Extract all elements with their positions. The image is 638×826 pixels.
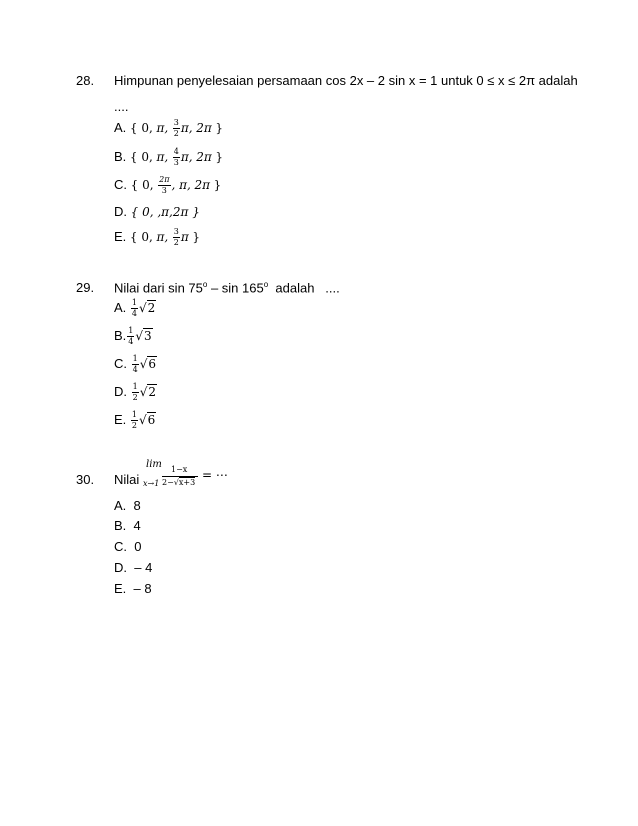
radicand: 3 [144,328,152,343]
option-value: 0 [134,539,142,554]
option-label: C. [114,539,127,554]
denominator: 4 [131,309,138,318]
q28-option-e [114,228,200,247]
q30-option-c [114,539,141,554]
square-root: √2 [139,300,156,315]
q29-option-b [114,327,153,346]
question-28-ellipsis: .... [114,99,129,114]
q28-option-b [114,148,223,167]
option-set: { 0, ,π,2π } [130,205,200,219]
option-label: E. [114,411,127,427]
q30-option-e [114,581,152,596]
set-close: } [215,149,223,164]
question-29-number: 29. [76,280,95,295]
option-label: D. [114,204,127,219]
fraction [131,299,138,318]
numerator: 1 [132,354,138,363]
limit-operator: lim [146,459,162,470]
two-pi-term: 2π [196,149,212,164]
set-open: { 0, [129,120,153,135]
fraction [132,383,139,402]
degree-sign: o [263,280,269,289]
fraction [131,411,138,430]
square-root: √2 [139,384,157,399]
fraction [173,119,180,138]
fraction [158,176,170,195]
option-value: 4 [133,518,141,533]
radicand: 2 [148,384,157,399]
option-label: A. [114,119,127,135]
numerator: 1 [131,298,138,307]
q29-option-e [114,411,156,430]
pi-term: π, [180,149,193,164]
set-open: { 0, [130,177,154,192]
fraction [173,148,180,167]
option-label: E. [114,581,127,596]
fraction [173,228,180,247]
set-open: { 0, [129,229,153,244]
pi-term: π, [156,229,169,244]
degree-sign: o [202,280,208,289]
numerator: 3 [173,118,179,127]
denominator: 4 [132,365,138,374]
pi-term: π, [156,149,169,164]
question-30-stem: Nilai [114,472,140,487]
two-pi-term: 2π [194,177,211,192]
limit-subscript: x→1 [143,479,160,488]
two-pi-term: 2π [196,120,212,135]
option-label: B. [114,518,127,533]
q30-option-b [114,518,141,533]
denominator: 2 [173,238,179,247]
option-value: 8 [133,498,141,513]
set-open: { 0, [129,149,153,164]
denominator: 2 [173,129,179,138]
numerator: 2π [159,175,170,184]
stem-part: adalah .... [268,280,340,296]
option-label: D. [114,383,127,399]
numerator: 1 [131,410,138,419]
question-30-number: 30. [76,472,95,487]
square-root: √6 [139,356,157,371]
numerator: 4 [173,147,179,156]
option-value: – 4 [134,560,153,575]
option-value: – 8 [133,581,152,596]
radicand: 6 [147,412,156,427]
numerator: 1 [128,326,134,335]
q30-option-a [114,498,141,513]
set-close: } [213,177,222,192]
option-label: A. [114,299,127,315]
pi-term: π, [180,120,193,135]
option-label: C. [114,176,127,192]
equals-ellipsis: = ⋯ [202,468,228,482]
fraction [127,327,134,346]
denominator: 4 [128,337,134,346]
square-root: √x+3 [173,478,196,487]
pi-term: π [180,229,189,244]
option-label: A. [114,498,127,513]
denominator: 2 [131,421,138,430]
set-close: } [215,120,223,135]
option-label: B. [114,148,127,164]
numerator: 1−x [171,465,188,474]
pi-term: π, [156,120,169,135]
denominator: 3 [173,158,179,167]
q28-option-a [114,119,223,138]
denominator: 3 [161,186,167,195]
limit-denominator [162,478,195,487]
q29-option-a [114,299,156,318]
radicand: 6 [148,356,157,371]
question-28-stem: Himpunan penyelesaian persamaan cos 2x – 2 sin x = 1 untuk 0 ≤ x ≤ 2π adalah [114,73,578,88]
square-root: √6 [139,412,156,427]
option-label: C. [114,355,127,371]
question-28-number: 28. [76,73,95,88]
q29-option-d [114,383,157,402]
denominator: 2 [132,393,138,402]
q29-option-c [114,355,157,374]
denominator-part: 2− [162,478,174,487]
numerator: 1 [132,382,138,391]
set-close: } [192,229,201,244]
radicand: 2 [147,300,156,315]
numerator: 3 [173,227,179,236]
stem-part: – sin 165 [207,280,264,296]
radicand: x+3 [178,478,196,487]
q28-option-d [114,204,200,219]
square-root: √3 [135,328,152,343]
q30-option-d [114,560,152,575]
option-label: D. [114,560,127,575]
option-label: B. [114,327,127,343]
question-29-stem [114,280,340,295]
q28-option-c [114,176,221,195]
stem-part: Nilai dari sin 75 [114,280,203,296]
fraction [132,355,139,374]
pi-term: , π, [171,177,191,192]
option-label: E. [114,228,127,244]
limit-numerator [171,465,187,474]
